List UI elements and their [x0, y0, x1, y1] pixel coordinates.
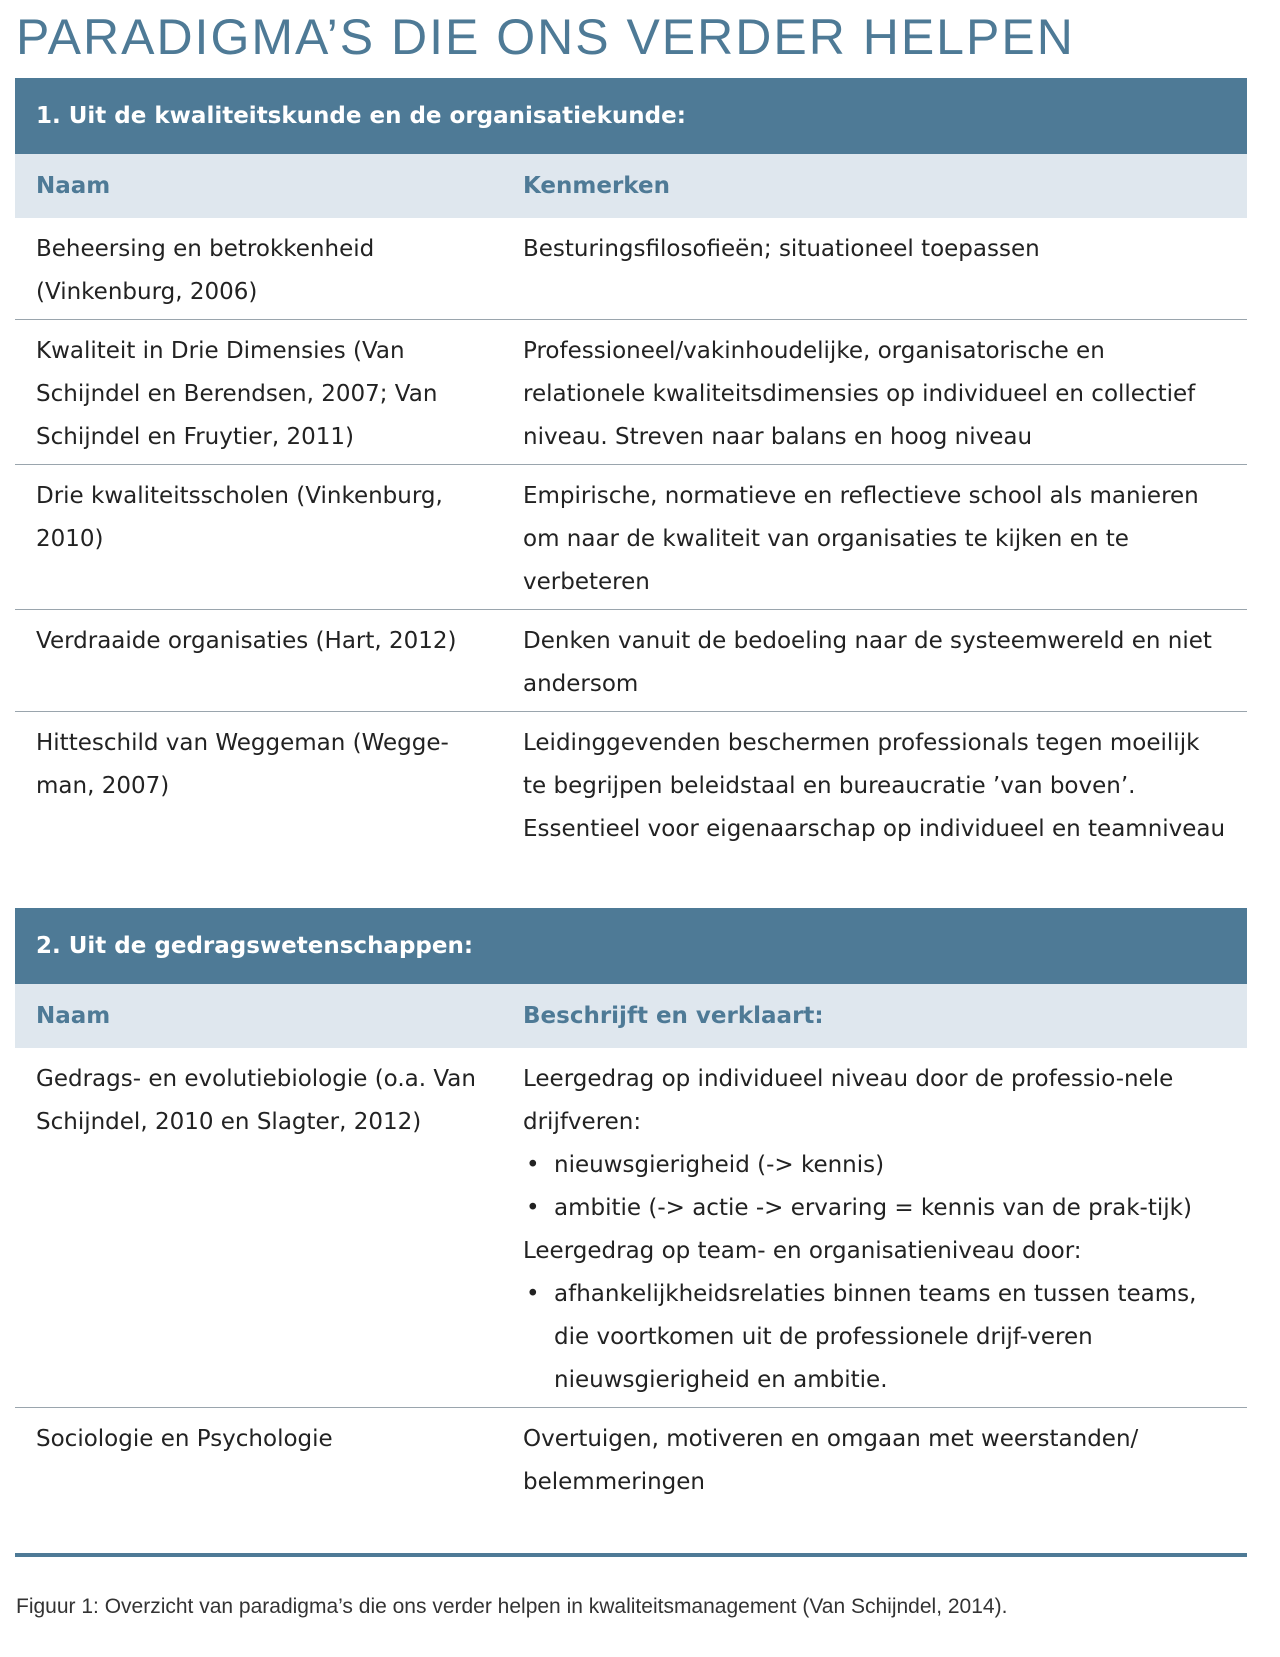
- paradigm-description: Empirische, normatieve en reflectieve school als manieren om naar de kwaliteit van organisaties te kijken en te verbeteren: [523, 483, 1199, 595]
- column-header-row: [15, 154, 1247, 218]
- figure-caption: Figuur 1: Overzicht van paradigma’s die ons verder helpen in kwaliteitsmanagement (Van Schijndel, 2014).: [16, 1595, 1008, 1618]
- table-row: [15, 320, 1247, 465]
- paradigm-name: Gedrags- en evolutiebiologie (o.a. Van Schijndel, 2010 en Slagter, 2012): [36, 1066, 476, 1135]
- column-header-row: [15, 984, 1247, 1048]
- table-row: [15, 1048, 1247, 1408]
- table-row: [15, 712, 1247, 856]
- bullet-item: • ambitie (-> actie -> ervaring = kennis van de prak-tijk): [523, 1187, 1227, 1230]
- column-header-name: Naam: [36, 173, 111, 199]
- paradigm-name: Kwaliteit in Drie Dimensies (Van Schijndel en Berendsen, 2007; Van Schijndel en Fruytier, 2011): [36, 338, 438, 450]
- paradigm-description: [523, 1058, 1247, 1402]
- column-header-characteristics: Kenmerken: [523, 173, 670, 199]
- paradigm-description: Professioneel/vakinhoudelijke, organisatorische en relationele kwaliteitsdimensies op individueel en collectief niveau. Streven naar balans en hoog niveau: [523, 338, 1196, 450]
- paradigm-name: Sociologie en Psychologie: [36, 1426, 333, 1452]
- paradigm-description: Besturingsfilosofieën; situationeel toepassen: [523, 236, 1040, 262]
- bullet-list: [523, 1273, 1227, 1402]
- paradigm-description: Leidinggevenden beschermen professionals tegen moeilijk te begrijpen beleidstaal en bureaucratie ’van boven’. Essentieel voor eigenaarschap op individueel en teamniveau: [523, 730, 1226, 842]
- page-title: PARADIGMA’S DIE ONS VERDER HELPEN: [16, 9, 1075, 65]
- bottom-rule: [15, 1553, 1247, 1557]
- paradigm-description: Overtuigen, motiveren en omgaan met weerstanden/ belemmeringen: [523, 1426, 1139, 1495]
- bullet-item: • nieuwsgierigheid (-> kennis): [523, 1144, 1227, 1187]
- bullet-item: • afhankelijkheidsrelaties binnen teams en tussen teams, die voortkomen uit de professionele drijf-veren nieuwsgierigheid en ambitie.: [523, 1273, 1227, 1402]
- paradigm-name: Verdraaide organisaties (Hart, 2012): [36, 628, 457, 654]
- description-intro: Leergedrag op team- en organisatieniveau door:: [523, 1238, 1082, 1264]
- description-intro: Leergedrag op individueel niveau door de professio-nele drijfveren:: [523, 1066, 1174, 1135]
- column-header-name: Naam: [36, 1003, 111, 1029]
- paradigm-description: Denken vanuit de bedoeling naar de systeemwereld en niet andersom: [523, 628, 1212, 697]
- paradigm-name: Beheersing en betrokkenheid (Vinkenburg, 2006): [36, 236, 375, 305]
- bullet-list: [523, 1144, 1227, 1230]
- section-quality-organisation: [15, 78, 1247, 856]
- table-row: [15, 610, 1247, 712]
- section-heading: 1. Uit de kwaliteitskunde en de organisatiekunde:: [15, 78, 1247, 154]
- paradigm-name: Hitteschild van Weggeman (Wegge-man, 2007): [36, 730, 449, 799]
- paradigm-name: Drie kwaliteitsscholen (Vinkenburg, 2010): [36, 483, 443, 552]
- column-header-explains: Beschrijft en verklaart:: [523, 1003, 824, 1029]
- table-row: [15, 1408, 1247, 1509]
- section-heading: 2. Uit de gedragswetenschappen:: [15, 908, 1247, 984]
- section-behavioural-sciences: [15, 908, 1247, 1509]
- table-row: [15, 218, 1247, 320]
- table-row: [15, 465, 1247, 610]
